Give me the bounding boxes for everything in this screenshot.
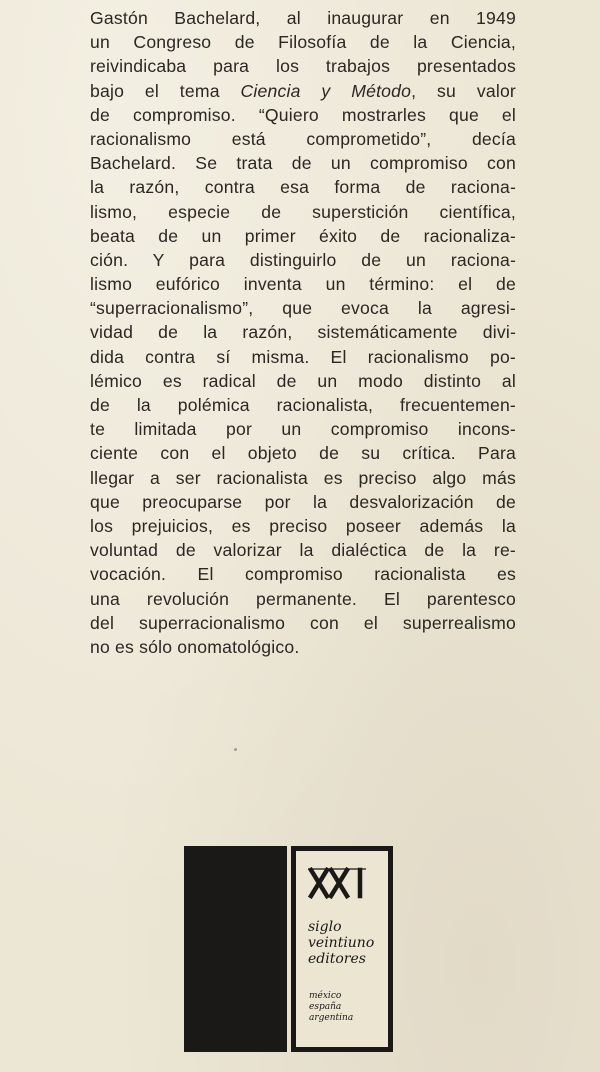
text-line: vocación. El compromiso racionalista es bbox=[90, 564, 516, 585]
text-line: del superracionalismo con el superrealismo bbox=[90, 612, 516, 633]
text-line: no es sólo onomatológico. bbox=[90, 636, 300, 657]
publisher-logo bbox=[184, 846, 393, 1052]
logo-label-panel bbox=[296, 851, 388, 1047]
back-cover-text bbox=[90, 6, 516, 659]
logo-right-block bbox=[291, 846, 393, 1052]
text-line: llegar a ser racionalista es preciso algo más bbox=[90, 467, 516, 488]
text-line: te limitada por un compromiso incons- bbox=[90, 419, 516, 440]
publisher-name-line: veintiuno bbox=[308, 935, 375, 951]
text-line: vidad de la razón, sistemáticamente divi- bbox=[90, 322, 516, 343]
publisher-place: españa bbox=[309, 1002, 342, 1012]
text-line: ciente con el objeto de su crítica. Para bbox=[90, 443, 516, 464]
logo-dark-panel bbox=[184, 846, 287, 1052]
text-line bbox=[90, 79, 516, 103]
text-line: lismo, especie de superstición científica, bbox=[90, 201, 516, 222]
text-line: los prejuicios, es preciso poseer además la bbox=[90, 515, 516, 536]
text-line: lémico es radical de un modo distinto al bbox=[90, 370, 516, 391]
text-line: voluntad de valorizar la dialéctica de la re- bbox=[90, 540, 516, 561]
text-line: un Congreso de Filosofía de la Ciencia, bbox=[90, 32, 516, 53]
text-line: una revolución permanente. El parentesco bbox=[90, 588, 516, 609]
text-line: “superracionalismo”, que evoca la agresi- bbox=[90, 298, 516, 319]
text-line: lismo eufórico inventa un término: el de bbox=[90, 274, 516, 295]
text-segment: , su valor bbox=[411, 80, 516, 101]
publisher-places bbox=[309, 991, 353, 1024]
publisher-name bbox=[308, 919, 374, 967]
text-line: racionalismo está comprometido”, decía bbox=[90, 128, 516, 149]
text-segment: bajo el tema bbox=[90, 80, 241, 101]
xxi-logo-mark bbox=[308, 867, 368, 899]
italic-title: Ciencia y Método bbox=[240, 80, 412, 101]
publisher-place: argentina bbox=[309, 1013, 354, 1023]
paper-speck bbox=[234, 748, 237, 751]
text-line: de compromiso. “Quiero mostrarles que el bbox=[90, 104, 516, 125]
publisher-place: méxico bbox=[309, 991, 342, 1001]
text-line: Gastón Bachelard, al inaugurar en 1949 bbox=[90, 8, 516, 28]
text-line: beata de un primer éxito de racionaliza- bbox=[90, 225, 516, 246]
text-line: que preocuparse por la desvalorización de bbox=[90, 491, 516, 512]
text-line: de la polémica racionalista, frecuentemen- bbox=[90, 395, 516, 415]
text-line: dida contra sí misma. El racionalismo po- bbox=[90, 346, 516, 367]
text-line: reivindicaba para los trabajos presentados bbox=[90, 56, 516, 77]
text-line: ción. Y para distinguirlo de un raciona- bbox=[90, 249, 516, 270]
text-line: Bachelard. Se trata de un compromiso con bbox=[90, 153, 516, 174]
text-line: la razón, contra esa forma de raciona- bbox=[90, 177, 516, 198]
publisher-name-line: editores bbox=[308, 951, 366, 967]
publisher-name-line: siglo bbox=[308, 919, 342, 935]
